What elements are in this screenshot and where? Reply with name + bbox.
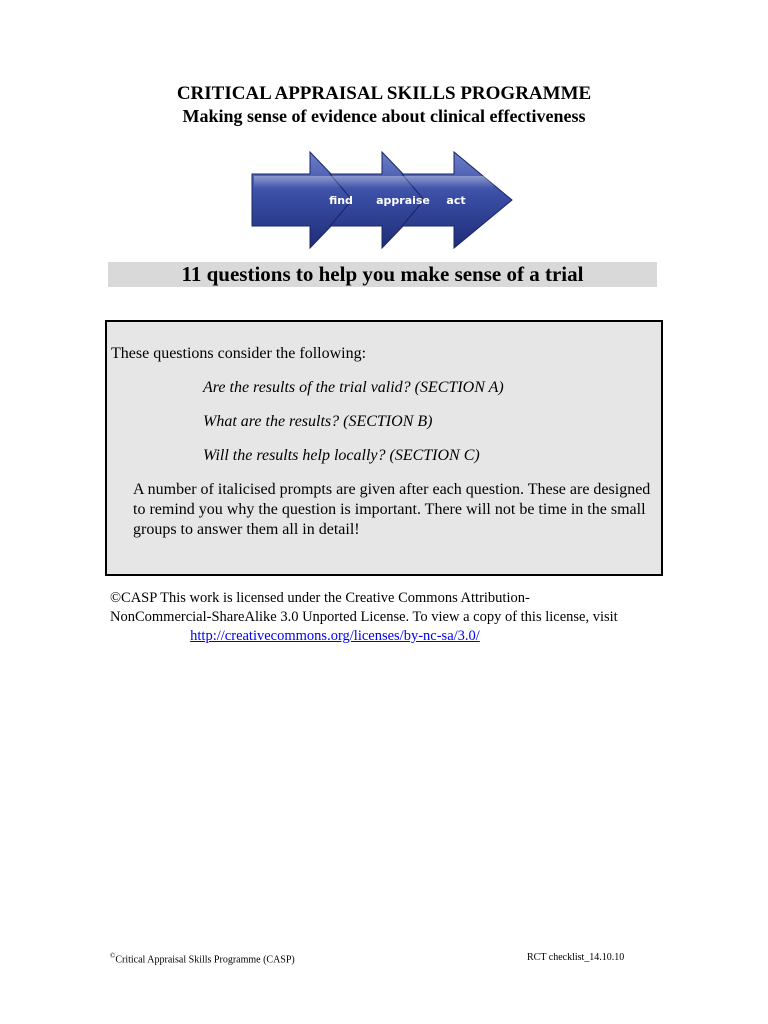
- footer-left: [110, 952, 295, 965]
- footer-left-text: Critical Appraisal Skills Programme (CASP): [115, 954, 295, 966]
- intro-box: [105, 320, 663, 576]
- step-appraise: appraise: [376, 194, 430, 207]
- intro-text: These questions consider the following:: [111, 345, 367, 362]
- step-act: act: [446, 194, 466, 207]
- prompts-note: A number of italicised prompts are given after each question. These are designed to remind you why the question is important. There will not be time in the small groups to answer them all in detail!: [133, 481, 651, 538]
- find-appraise-act-graphic: [248, 150, 516, 250]
- document-title: CRITICAL APPRAISAL SKILLS PROGRAMME: [176, 83, 592, 104]
- footer-right: RCT checklist_14.10.10: [527, 952, 625, 963]
- license-line-1: ©CASP This work is licensed under the Creative Commons Attribution-: [110, 590, 530, 606]
- license-link[interactable]: http://creativecommons.org/licenses/by-nc-sa/3.0/: [190, 628, 480, 644]
- step-find: find: [329, 194, 353, 207]
- question-section-b: What are the results? (SECTION B): [203, 413, 433, 430]
- license-notice: [110, 589, 670, 646]
- checklist-banner: 11 questions to help you make sense of a trial: [108, 262, 657, 287]
- question-section-a: Are the results of the trial valid? (SECTION A): [203, 379, 504, 396]
- footer-copyright-mark: ©: [110, 952, 116, 960]
- document-subtitle: Making sense of evidence about clinical effectiveness: [182, 106, 586, 126]
- license-line-2: NonCommercial-ShareAlike 3.0 Unported License. To view a copy of this license, visit: [110, 609, 618, 625]
- question-section-c: Will the results help locally? (SECTION C): [203, 447, 480, 464]
